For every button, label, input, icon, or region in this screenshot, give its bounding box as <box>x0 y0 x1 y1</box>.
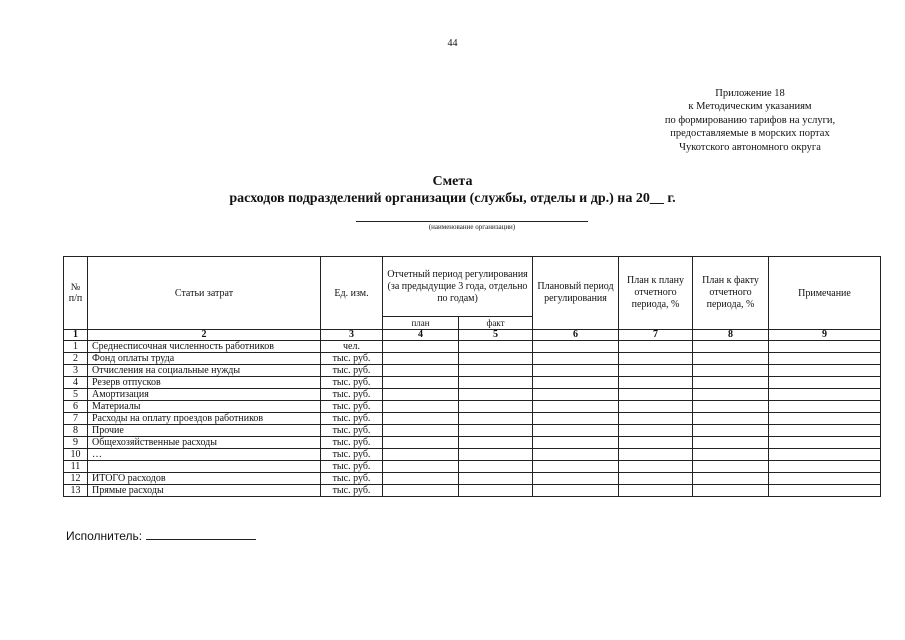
column-number: 2 <box>88 330 321 341</box>
column-number: 3 <box>321 330 383 341</box>
cell-plan-to-fact[interactable] <box>693 365 769 377</box>
cell-plan[interactable] <box>383 473 459 485</box>
row-item: Общехозяйственные расходы <box>88 437 321 449</box>
cell-plan[interactable] <box>383 353 459 365</box>
column-number: 6 <box>533 330 619 341</box>
cell-planned-period[interactable] <box>533 449 619 461</box>
cell-planned-period[interactable] <box>533 365 619 377</box>
executor-signature <box>66 527 256 543</box>
row-item <box>88 461 321 473</box>
row-number: 5 <box>64 389 88 401</box>
cell-plan-to-fact[interactable] <box>693 449 769 461</box>
cell-plan-to-plan[interactable] <box>619 449 693 461</box>
row-unit: тыс. руб. <box>321 485 383 497</box>
cell-note[interactable] <box>769 365 881 377</box>
row-number: 2 <box>64 353 88 365</box>
cell-fact[interactable] <box>459 461 533 473</box>
cell-plan-to-plan[interactable] <box>619 473 693 485</box>
cell-plan-to-plan[interactable] <box>619 485 693 497</box>
organization-name-line <box>356 221 588 231</box>
cell-plan-to-plan[interactable] <box>619 353 693 365</box>
cell-plan[interactable] <box>383 365 459 377</box>
cell-planned-period[interactable] <box>533 425 619 437</box>
row-item: Фонд оплаты труда <box>88 353 321 365</box>
row-number: 10 <box>64 449 88 461</box>
header-item: Статьи затрат <box>88 257 321 330</box>
column-number: 9 <box>769 330 881 341</box>
row-number: 7 <box>64 413 88 425</box>
cell-fact[interactable] <box>459 365 533 377</box>
row-number: 6 <box>64 401 88 413</box>
cell-plan-to-fact[interactable] <box>693 461 769 473</box>
appendix-line: Чукотского автономного округа <box>679 141 821 153</box>
cell-fact[interactable] <box>459 449 533 461</box>
cell-note[interactable] <box>769 413 881 425</box>
row-unit: тыс. руб. <box>321 389 383 401</box>
row-unit: тыс. руб. <box>321 401 383 413</box>
cell-plan-to-fact[interactable] <box>693 413 769 425</box>
cell-planned-period[interactable] <box>533 353 619 365</box>
cell-fact[interactable] <box>459 389 533 401</box>
column-number-row <box>64 330 881 341</box>
cell-plan-to-plan[interactable] <box>619 401 693 413</box>
column-number: 8 <box>693 330 769 341</box>
cell-planned-period[interactable] <box>533 377 619 389</box>
cell-fact[interactable] <box>459 413 533 425</box>
cell-note[interactable] <box>769 461 881 473</box>
row-item: Прямые расходы <box>88 485 321 497</box>
cell-planned-period[interactable] <box>533 341 619 353</box>
row-item: ИТОГО расходов <box>88 473 321 485</box>
appendix-line: Приложение 18 <box>715 88 785 99</box>
cell-fact[interactable] <box>459 425 533 437</box>
cell-plan[interactable] <box>383 449 459 461</box>
row-unit: тыс. руб. <box>321 449 383 461</box>
cell-planned-period[interactable] <box>533 473 619 485</box>
cell-plan-to-plan[interactable] <box>619 377 693 389</box>
cell-note[interactable] <box>769 341 881 353</box>
row-unit: тыс. руб. <box>321 425 383 437</box>
cell-fact[interactable] <box>459 485 533 497</box>
row-item: Расходы на оплату проездов работников <box>88 413 321 425</box>
table-row <box>64 449 881 461</box>
cell-plan-to-fact[interactable] <box>693 377 769 389</box>
executor-signature-line <box>146 527 256 540</box>
row-unit: тыс. руб. <box>321 461 383 473</box>
table-row <box>64 401 881 413</box>
row-number: 4 <box>64 377 88 389</box>
row-number: 11 <box>64 461 88 473</box>
column-number: 5 <box>459 330 533 341</box>
cell-plan[interactable] <box>383 425 459 437</box>
table-row <box>64 425 881 437</box>
row-unit: тыс. руб. <box>321 365 383 377</box>
cell-plan-to-fact[interactable] <box>693 473 769 485</box>
header-plan-sub: план <box>383 317 459 330</box>
cell-note[interactable] <box>769 473 881 485</box>
header-plan-to-fact: План к факту отчетного периода, % <box>693 257 769 330</box>
header-planned-period: Плановый период регулирования <box>533 257 619 330</box>
table-row <box>64 389 881 401</box>
cell-plan[interactable] <box>383 461 459 473</box>
cell-plan[interactable] <box>383 485 459 497</box>
row-unit: тыс. руб. <box>321 413 383 425</box>
header-fact-sub: факт <box>459 317 533 330</box>
table-row <box>64 341 881 353</box>
column-number: 1 <box>64 330 88 341</box>
table-row <box>64 437 881 449</box>
page-number: 44 <box>447 38 458 49</box>
cell-plan-to-plan[interactable] <box>619 413 693 425</box>
executor-label: Исполнитель: <box>66 529 143 543</box>
cell-note[interactable] <box>769 377 881 389</box>
row-unit: тыс. руб. <box>321 473 383 485</box>
table-row <box>64 377 881 389</box>
cell-note[interactable] <box>769 353 881 365</box>
cell-plan-to-fact[interactable] <box>693 437 769 449</box>
appendix-reference <box>600 87 900 154</box>
header-reported-period: Отчетный период регулирования (за предыдущие 3 года, отдельно по годам) <box>383 257 533 317</box>
cell-plan-to-fact[interactable] <box>693 401 769 413</box>
cell-plan-to-fact[interactable] <box>693 353 769 365</box>
appendix-line: по формированию тарифов на услуги, <box>664 114 836 126</box>
table-row <box>64 353 881 365</box>
cell-planned-period[interactable] <box>533 413 619 425</box>
row-unit: тыс. руб. <box>321 377 383 389</box>
cell-plan-to-fact[interactable] <box>693 425 769 437</box>
cell-planned-period[interactable] <box>533 485 619 497</box>
cell-plan-to-plan[interactable] <box>619 365 693 377</box>
cell-plan[interactable] <box>383 437 459 449</box>
cell-plan[interactable] <box>383 413 459 425</box>
cell-note[interactable] <box>769 449 881 461</box>
cell-planned-period[interactable] <box>533 401 619 413</box>
cell-plan-to-plan[interactable] <box>619 437 693 449</box>
cell-note[interactable] <box>769 425 881 437</box>
column-number: 7 <box>619 330 693 341</box>
column-number: 4 <box>383 330 459 341</box>
row-item: Амортизация <box>88 389 321 401</box>
cell-planned-period[interactable] <box>533 389 619 401</box>
table-row <box>64 485 881 497</box>
cell-plan-to-fact[interactable] <box>693 341 769 353</box>
header-unit: Ед. изм. <box>321 257 383 330</box>
row-item: … <box>88 449 321 461</box>
cell-plan-to-plan[interactable] <box>619 461 693 473</box>
row-number: 3 <box>64 365 88 377</box>
cell-plan-to-plan[interactable] <box>619 389 693 401</box>
header-note: Примечание <box>769 257 881 330</box>
row-unit: тыс. руб. <box>321 437 383 449</box>
row-number: 8 <box>64 425 88 437</box>
row-number: 12 <box>64 473 88 485</box>
row-unit: чел. <box>321 341 383 353</box>
row-number: 1 <box>64 341 88 353</box>
cell-plan[interactable] <box>383 377 459 389</box>
document-title: Смета <box>432 174 473 189</box>
cost-estimate-table <box>63 256 881 497</box>
row-item: Отчисления на социальные нужды <box>88 365 321 377</box>
cell-planned-period[interactable] <box>533 461 619 473</box>
cell-planned-period[interactable] <box>533 437 619 449</box>
cell-plan-to-fact[interactable] <box>693 389 769 401</box>
cell-plan[interactable] <box>383 341 459 353</box>
appendix-line: предоставляемые в морских портах <box>670 128 830 140</box>
header-num: № п/п <box>64 257 88 330</box>
table-row <box>64 461 881 473</box>
cell-plan[interactable] <box>383 389 459 401</box>
cell-plan-to-plan[interactable] <box>619 341 693 353</box>
cell-fact[interactable] <box>459 473 533 485</box>
row-number: 9 <box>64 437 88 449</box>
appendix-line: к Методическим указаниям <box>688 101 812 113</box>
cell-note[interactable] <box>769 485 881 497</box>
row-item: Материалы <box>88 401 321 413</box>
cell-fact[interactable] <box>459 437 533 449</box>
cell-fact[interactable] <box>459 401 533 413</box>
cell-note[interactable] <box>769 389 881 401</box>
cell-fact[interactable] <box>459 353 533 365</box>
row-unit: тыс. руб. <box>321 353 383 365</box>
row-item: Прочие <box>88 425 321 437</box>
organization-caption: (наименование организации) <box>428 223 516 231</box>
table-row <box>64 473 881 485</box>
cell-plan-to-plan[interactable] <box>619 425 693 437</box>
cell-fact[interactable] <box>459 341 533 353</box>
row-item: Среднесписочная численность работников <box>88 341 321 353</box>
header-plan-to-plan: План к плану отчетного периода, % <box>619 257 693 330</box>
cell-note[interactable] <box>769 401 881 413</box>
document-subtitle: расходов подразделений организации (службы, отделы и др.) на 20__ г. <box>229 191 676 206</box>
cell-plan[interactable] <box>383 401 459 413</box>
row-number: 13 <box>64 485 88 497</box>
table-row <box>64 413 881 425</box>
row-item: Резерв отпусков <box>88 377 321 389</box>
cell-plan-to-fact[interactable] <box>693 485 769 497</box>
cell-note[interactable] <box>769 437 881 449</box>
table-row <box>64 365 881 377</box>
cell-fact[interactable] <box>459 377 533 389</box>
